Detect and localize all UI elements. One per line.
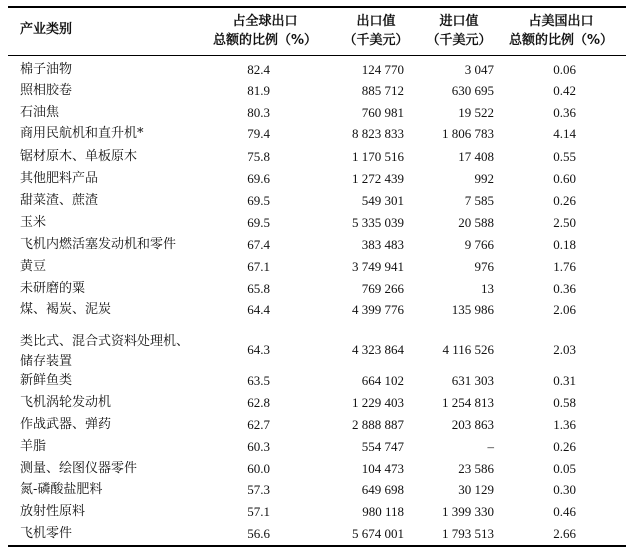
row-share-world: 80.3 — [247, 105, 270, 120]
row-share-us: 1.36 — [553, 417, 576, 432]
row-share-us: 0.18 — [553, 237, 576, 252]
row-share-us: 2.06 — [553, 302, 576, 317]
row-import-value: 3 047 — [464, 62, 494, 77]
row-import-value: 631 303 — [451, 373, 494, 388]
row-share-us: 2.50 — [553, 215, 576, 230]
row-import-value: 30 129 — [458, 482, 494, 497]
row-share-us: 2.03 — [553, 342, 576, 357]
header-export-line1: 出口值 — [356, 14, 396, 29]
row-export-value: 3 749 941 — [352, 259, 404, 274]
row-export-value: 2 888 887 — [352, 417, 404, 432]
table-top-rule — [8, 6, 626, 8]
row-share-world: 64.4 — [247, 302, 270, 317]
row-import-value: 19 522 — [458, 105, 494, 120]
row-category: 煤、褐炭、泥炭 — [20, 302, 112, 317]
row-share-us: 0.26 — [553, 439, 576, 454]
row-share-us: 0.58 — [553, 395, 576, 410]
row-export-value: 760 981 — [361, 105, 404, 120]
row-import-value: 9 766 — [464, 237, 494, 252]
row-export-value: 980 118 — [362, 504, 404, 519]
row-import-value: 1 254 813 — [442, 395, 494, 410]
row-share-us: 0.05 — [553, 461, 576, 476]
row-category: 甜菜渣、蔗渣 — [20, 193, 99, 208]
row-share-world: 82.4 — [247, 62, 270, 77]
row-share-world: 62.8 — [247, 395, 270, 410]
row-share-us: 0.46 — [553, 504, 576, 519]
row-category: 照相胶卷 — [20, 83, 73, 98]
row-category: 放射性原料 — [20, 504, 86, 519]
row-import-value: – — [487, 439, 494, 454]
row-category: 商用民航机和直升机* — [20, 126, 144, 141]
row-category: 测量、绘图仪器零件 — [20, 461, 138, 476]
row-share-world: 57.1 — [247, 504, 270, 519]
row-export-value: 124 770 — [361, 62, 404, 77]
row-share-world: 75.8 — [247, 149, 270, 164]
row-export-value: 769 266 — [361, 281, 404, 296]
row-share-us: 0.31 — [553, 373, 576, 388]
row-export-value: 5 674 001 — [352, 526, 404, 541]
row-category: 类比式、混合式资料处理机、储存装置 — [20, 334, 190, 369]
row-import-value: 135 986 — [451, 302, 494, 317]
row-share-world: 81.9 — [247, 83, 270, 98]
row-share-world: 60.3 — [247, 439, 270, 454]
row-category: 作战武器、弹药 — [20, 417, 112, 432]
row-category: 未研磨的粟 — [20, 281, 86, 296]
row-category: 黄豆 — [20, 259, 47, 274]
row-share-us: 0.60 — [553, 171, 576, 186]
row-share-world: 57.3 — [247, 482, 270, 497]
row-share-world: 69.5 — [247, 193, 270, 208]
row-share-us: 0.06 — [553, 62, 576, 77]
header-share-us — [500, 12, 622, 50]
row-share-world: 69.5 — [247, 215, 270, 230]
row-export-value: 383 483 — [361, 237, 404, 252]
row-export-value: 664 102 — [361, 373, 404, 388]
header-export-line2: （千美元） — [343, 33, 409, 48]
header-share-world-line2: 总额的比例（%） — [212, 33, 318, 48]
row-import-value: 630 695 — [451, 83, 494, 98]
row-import-value: 20 588 — [458, 215, 494, 230]
row-export-value: 8 823 833 — [352, 126, 404, 141]
row-export-value: 549 301 — [361, 193, 404, 208]
header-import-line1: 进口值 — [439, 14, 479, 29]
row-share-world: 63.5 — [247, 373, 270, 388]
header-share-us-line1: 占美国出口 — [528, 14, 594, 29]
row-import-value: 17 408 — [458, 149, 494, 164]
row-import-value: 23 586 — [458, 461, 494, 476]
row-export-value: 554 747 — [361, 439, 404, 454]
table-header-rule — [8, 55, 626, 56]
row-share-world: 56.6 — [247, 526, 270, 541]
header-share-world-line1: 占全球出口 — [232, 14, 298, 29]
row-category: 其他肥料产品 — [20, 171, 99, 186]
row-export-value: 1 170 516 — [352, 149, 404, 164]
row-export-value: 1 229 403 — [352, 395, 404, 410]
row-category: 羊脂 — [20, 439, 47, 454]
row-import-value: 13 — [481, 281, 494, 296]
row-share-world: 62.7 — [247, 417, 270, 432]
row-import-value: 1 806 783 — [442, 126, 494, 141]
row-share-us: 1.76 — [553, 259, 576, 274]
row-share-world: 64.3 — [247, 342, 270, 357]
header-share-us-line2: 总额的比例（%） — [508, 33, 614, 48]
row-category: 玉米 — [20, 215, 47, 230]
row-category: 飞机内燃活塞发动机和零件 — [20, 237, 177, 252]
row-import-value: 7 585 — [464, 193, 494, 208]
row-export-value: 649 698 — [361, 482, 404, 497]
row-share-world: 79.4 — [247, 126, 270, 141]
row-import-value: 1 399 330 — [442, 504, 494, 519]
header-import-value — [420, 12, 498, 50]
row-import-value: 992 — [474, 171, 494, 186]
row-share-us: 0.42 — [553, 83, 576, 98]
row-category: 飞机涡轮发动机 — [20, 395, 112, 410]
header-category: 产业类别 — [20, 22, 73, 37]
row-category: 氮-磷酸盐肥料 — [20, 482, 103, 497]
row-export-value: 4 399 776 — [352, 302, 404, 317]
row-share-world: 67.4 — [247, 237, 270, 252]
row-import-value: 1 793 513 — [442, 526, 494, 541]
row-category: 棉子油物 — [20, 62, 73, 77]
header-import-line2: （千美元） — [426, 33, 492, 48]
row-share-world: 69.6 — [247, 171, 270, 186]
row-share-world: 67.1 — [247, 259, 270, 274]
row-share-world: 60.0 — [247, 461, 270, 476]
row-export-value: 1 272 439 — [352, 171, 404, 186]
row-share-world: 65.8 — [247, 281, 270, 296]
table-bottom-rule — [8, 545, 626, 547]
row-share-us: 0.36 — [553, 105, 576, 120]
row-export-value: 5 335 039 — [352, 215, 404, 230]
row-category: 飞机零件 — [20, 526, 73, 541]
header-share-world — [205, 12, 325, 50]
row-import-value: 203 863 — [451, 417, 494, 432]
row-export-value: 4 323 864 — [352, 342, 404, 357]
row-share-us: 0.26 — [553, 193, 576, 208]
row-category: 锯材原木、单板原木 — [20, 149, 138, 164]
header-export-value — [336, 12, 416, 50]
row-share-us: 4.14 — [553, 126, 576, 141]
row-export-value: 104 473 — [361, 461, 404, 476]
row-share-us: 0.55 — [553, 149, 576, 164]
row-share-us: 2.66 — [553, 526, 576, 541]
row-share-us: 0.36 — [553, 281, 576, 296]
row-export-value: 885 712 — [361, 83, 404, 98]
row-share-us: 0.30 — [553, 482, 576, 497]
row-category: 石油焦 — [20, 105, 60, 120]
row-import-value: 976 — [474, 259, 494, 274]
row-import-value: 4 116 526 — [442, 342, 494, 357]
row-category: 新鲜鱼类 — [20, 373, 73, 388]
